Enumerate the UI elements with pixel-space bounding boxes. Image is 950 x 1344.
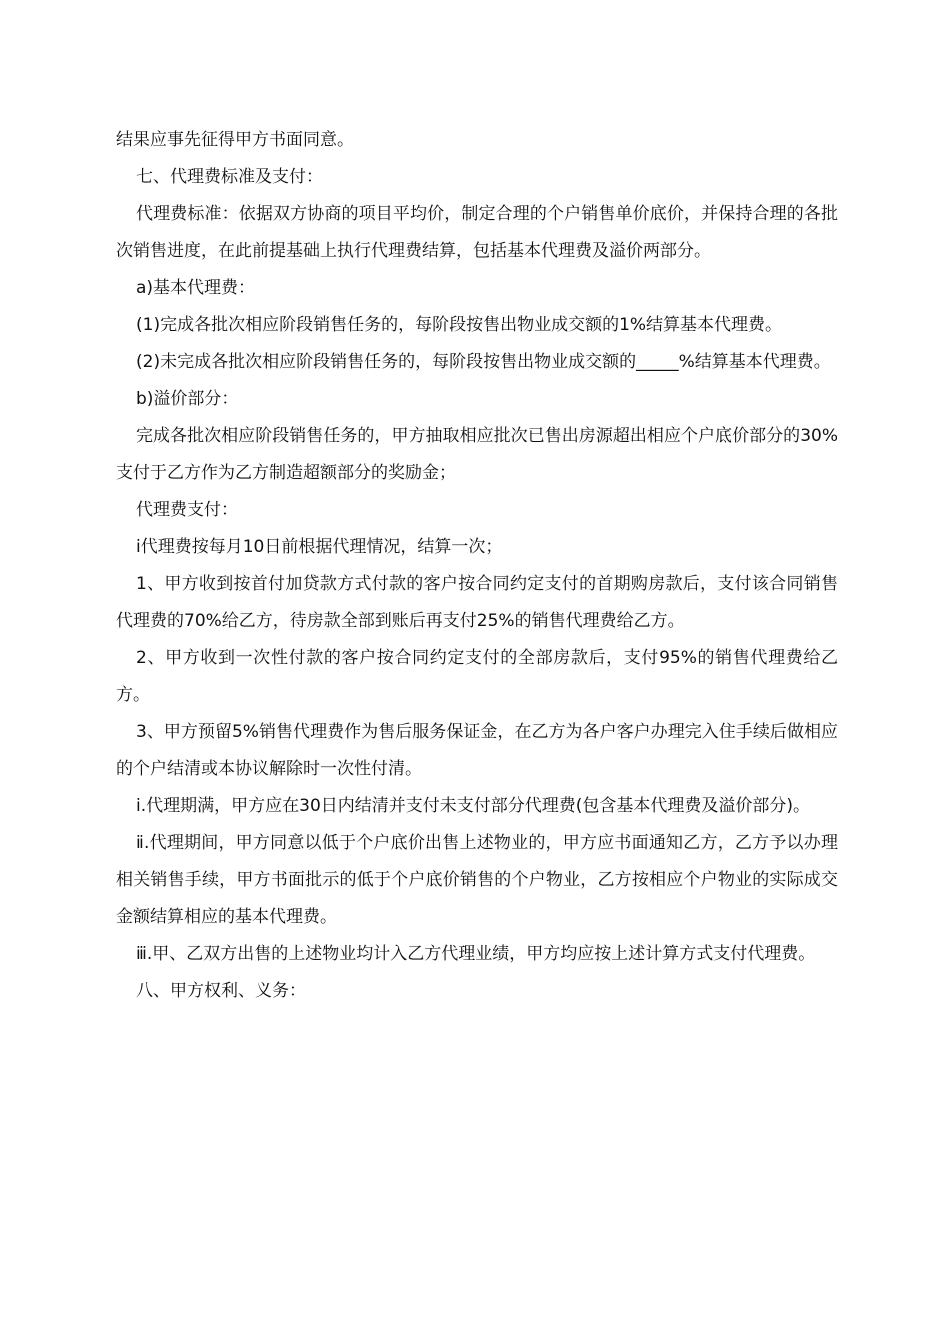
paragraph-premium: 完成各批次相应阶段销售任务的，甲方抽取相应批次已售出房源超出相应个户底价部分的30%支付于乙方作为乙方制造超额部分的奖励金； [116,426,838,483]
paragraph-basic-fee-1: (1)完成各批次相应阶段销售任务的，每阶段按售出物业成交额的1%结算基本代理费。 [136,315,783,335]
paragraph-payment-i: ⅰ代理费按每月10日前根据代理情况，结算一次； [136,537,503,557]
paragraph-payment-3: 3、甲方预留5%销售代理费作为售后服务保证金，在乙方为各户客户办理完入住手续后做相应的个户结清或本协议解除时一次性付清。 [116,722,838,779]
paragraph-payment-1: 1、甲方收到按首付加贷款方式付款的客户按合同约定支付的首期购房款后，支付该合同销售代理费的70%给乙方，待房款全部到账后再支付25%的销售代理费给乙方。 [116,574,838,631]
paragraph-continuation: 结果应事先征得甲方书面同意。 [116,130,354,150]
paragraph-basic-fee-2: (2)未完成各批次相应阶段销售任务的，每阶段按售出物业成交额的_____%结算基本代理费。 [136,352,831,372]
paragraph-fee-standard: 代理费标准：依据双方协商的项目平均价，制定合理的个户销售单价底价，并保持合理的各批次销售进度，在此前提基础上执行代理费结算，包括基本代理费及溢价两部分。 [116,204,838,261]
document-body [116,122,838,1010]
section-heading-7: 七、代理费标准及支付： [136,167,323,187]
paragraph-item-ii: ⅱ.代理期间，甲方同意以低于个户底价出售上述物业的，甲方应书面通知乙方，乙方予以办理相关销售手续，甲方书面批示的低于个户底价销售的个户物业，乙方按相应个户物业的实际成交金额结算相应的基本代理费。 [116,833,838,927]
paragraph-item-iii: ⅲ.甲、乙双方出售的上述物业均计入乙方代理业绩，甲方均应按上述计算方式支付代理费。 [136,944,816,964]
subheading-fee-payment: 代理费支付： [136,500,238,520]
subheading-premium: b)溢价部分： [136,389,239,409]
subheading-basic-fee: a)基本代理费： [136,278,256,298]
paragraph-item-i: ⅰ.代理期满，甲方应在30日内结清并支付未支付部分代理费(包含基本代理费及溢价部分)。 [136,796,811,816]
section-heading-8: 八、甲方权利、义务： [136,981,306,1001]
paragraph-payment-2: 2、甲方收到一次性付款的客户按合同约定支付的全部房款后，支付95%的销售代理费给乙方。 [116,648,838,705]
